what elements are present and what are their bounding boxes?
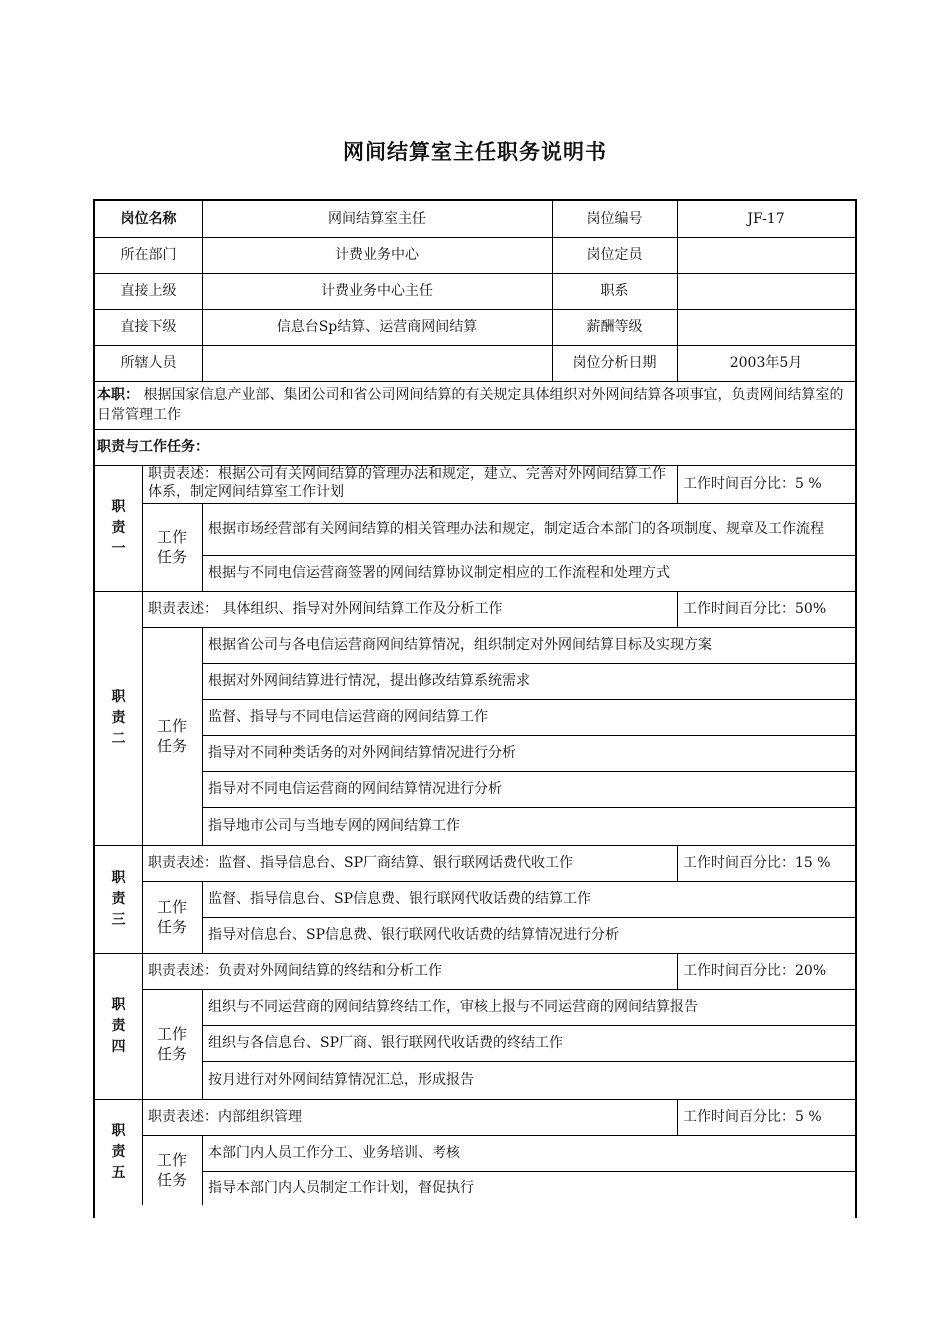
duty-section-label: [95, 591, 142, 845]
duty-name: 职责四: [111, 996, 126, 1055]
field-value: [677, 309, 855, 345]
task-item: 监督、指导与不同电信运营商的网间结算工作: [208, 708, 488, 725]
field-label: 岗位编号: [586, 210, 643, 227]
duty-description: 职责表述：内部组织管理: [148, 1108, 302, 1125]
duty-name: 职责五: [111, 1122, 126, 1181]
duty-section-label: [95, 845, 142, 953]
field-value: 2003年5月: [729, 354, 803, 371]
duties-header: 职责与工作任务：: [97, 438, 209, 455]
duty-time-percent: 工作时间百分比：20%: [683, 962, 827, 979]
field-value: 计费业务中心: [335, 246, 419, 263]
grid-line: [202, 627, 203, 845]
task-item: 组织与不同运营商的网间结算终结工作，审核上报与不同运营商的网间结算报告: [208, 998, 698, 1015]
duty-section-label: [95, 465, 142, 591]
task-item: 本部门内人员工作分工、业务培训、考核: [208, 1144, 460, 1161]
field-value: [202, 345, 552, 381]
task-label: [142, 503, 202, 591]
grid-line: [95, 273, 855, 274]
task-label-text: 工作任务: [156, 1025, 187, 1063]
task-item: 根据市场经营部有关网间结算的相关管理办法和规定，制定适合本部门的各项制度、规章及工作流程: [208, 520, 824, 537]
duty-description: 职责表述：监督、指导信息台、SP厂商结算、银行联网话费代收工作: [148, 854, 574, 871]
grid-line: [202, 201, 203, 381]
field-label: 直接上级: [120, 282, 177, 299]
duty-name: 职责二: [111, 688, 126, 747]
field-value: JF-17: [747, 210, 785, 227]
grid-line: [552, 201, 553, 381]
field-value: 计费业务中心主任: [321, 282, 433, 299]
duty-time-percent: 工作时间百分比：50%: [683, 600, 827, 617]
page-title: 网间结算室主任职务说明书: [343, 140, 607, 164]
job-summary: [97, 385, 851, 425]
field-value: [677, 237, 855, 273]
duty-name: 职责一: [111, 498, 126, 557]
summary-label: 本职：: [97, 387, 139, 403]
field-label: 岗位定员: [586, 246, 643, 263]
field-label: 直接下级: [120, 318, 177, 335]
grid-line: [202, 503, 203, 591]
task-label: [142, 627, 202, 845]
field-value: 网间结算室主任: [328, 210, 426, 227]
field-label: 所辖人员: [120, 354, 177, 371]
duty-description: 职责表述： 具体组织、指导对外网间结算工作及分析工作: [148, 600, 503, 617]
grid-line: [202, 1135, 203, 1205]
task-label-text: 工作任务: [156, 717, 187, 755]
duty-section-label: [95, 953, 142, 1099]
duty-section-label: [95, 1099, 142, 1205]
field-label: 薪酬等级: [586, 318, 643, 335]
task-item: 指导对不同种类话务的对外网间结算情况进行分析: [208, 744, 516, 761]
field-label: 所在部门: [120, 246, 177, 263]
grid-line: [95, 345, 855, 346]
duty-time-percent: 工作时间百分比：15 %: [683, 854, 831, 871]
task-item: 指导对信息台、SP信息费、银行联网代收话费的结算情况进行分析: [208, 926, 620, 943]
grid-line: [677, 953, 678, 989]
grid-line: [142, 845, 143, 953]
grid-line: [202, 881, 203, 953]
task-item: 监督、指导信息台、SP信息费、银行联网代收话费的结算工作: [208, 890, 592, 907]
task-item: 根据对外网间结算进行情况，提出修改结算系统需求: [208, 672, 530, 689]
grid-line: [677, 465, 678, 503]
summary-text: 根据国家信息产业部、集团公司和省公司网间结算的有关规定具体组织对外网间结算各项事宜，负责网间结算室的日常管理工作: [97, 387, 844, 423]
task-label: [142, 1135, 202, 1205]
grid-line: [677, 1099, 678, 1135]
duty-time-percent: 工作时间百分比：5 %: [683, 475, 822, 492]
grid-line: [142, 465, 143, 591]
task-item: 根据与不同电信运营商签署的网间结算协议制定相应的工作流程和处理方式: [208, 564, 670, 581]
field-value: 信息台Sp结算、运营商网间结算: [276, 318, 478, 335]
task-item: 组织与各信息台、SP厂商、银行联网代收话费的终结工作: [208, 1034, 564, 1051]
duty-description: 职责表述：负责对外网间结算的终结和分析工作: [148, 962, 442, 979]
grid-line: [95, 237, 855, 238]
task-label: [142, 989, 202, 1099]
task-item: 按月进行对外网间结算情况汇总，形成报告: [208, 1071, 474, 1088]
task-item: 根据省公司与各电信运营商网间结算情况，组织制定对外网间结算目标及实现方案: [208, 636, 712, 653]
task-label-text: 工作任务: [156, 1151, 187, 1189]
field-label: 岗位名称: [120, 210, 177, 227]
task-label-text: 工作任务: [156, 528, 187, 566]
duty-name: 职责三: [111, 869, 126, 928]
grid-line: [95, 381, 855, 382]
grid-line: [677, 591, 678, 627]
task-item: 指导本部门内人员制定工作计划，督促执行: [208, 1179, 474, 1196]
grid-line: [677, 845, 678, 881]
field-value: [677, 273, 855, 309]
grid-line: [202, 989, 203, 1099]
grid-line: [142, 591, 143, 845]
task-item: 指导地市公司与当地专网的网间结算工作: [208, 817, 460, 834]
field-label: 岗位分析日期: [572, 354, 657, 371]
grid-line: [142, 953, 143, 1099]
grid-line: [95, 309, 855, 310]
task-item: 指导对不同电信运营商的网间结算情况进行分析: [208, 780, 502, 797]
duty-description: 职责表述：根据公司有关网间结算的管理办法和规定，建立、完善对外网间结算工作体系，制定网间结算室工作计划: [148, 466, 666, 500]
grid-line: [677, 201, 678, 381]
field-label: 职系: [600, 282, 629, 299]
duty-time-percent: 工作时间百分比：5 %: [683, 1108, 822, 1125]
task-label: [142, 881, 202, 953]
job-description-table: [93, 199, 857, 1218]
task-label-text: 工作任务: [156, 898, 187, 936]
grid-line: [142, 1099, 143, 1205]
